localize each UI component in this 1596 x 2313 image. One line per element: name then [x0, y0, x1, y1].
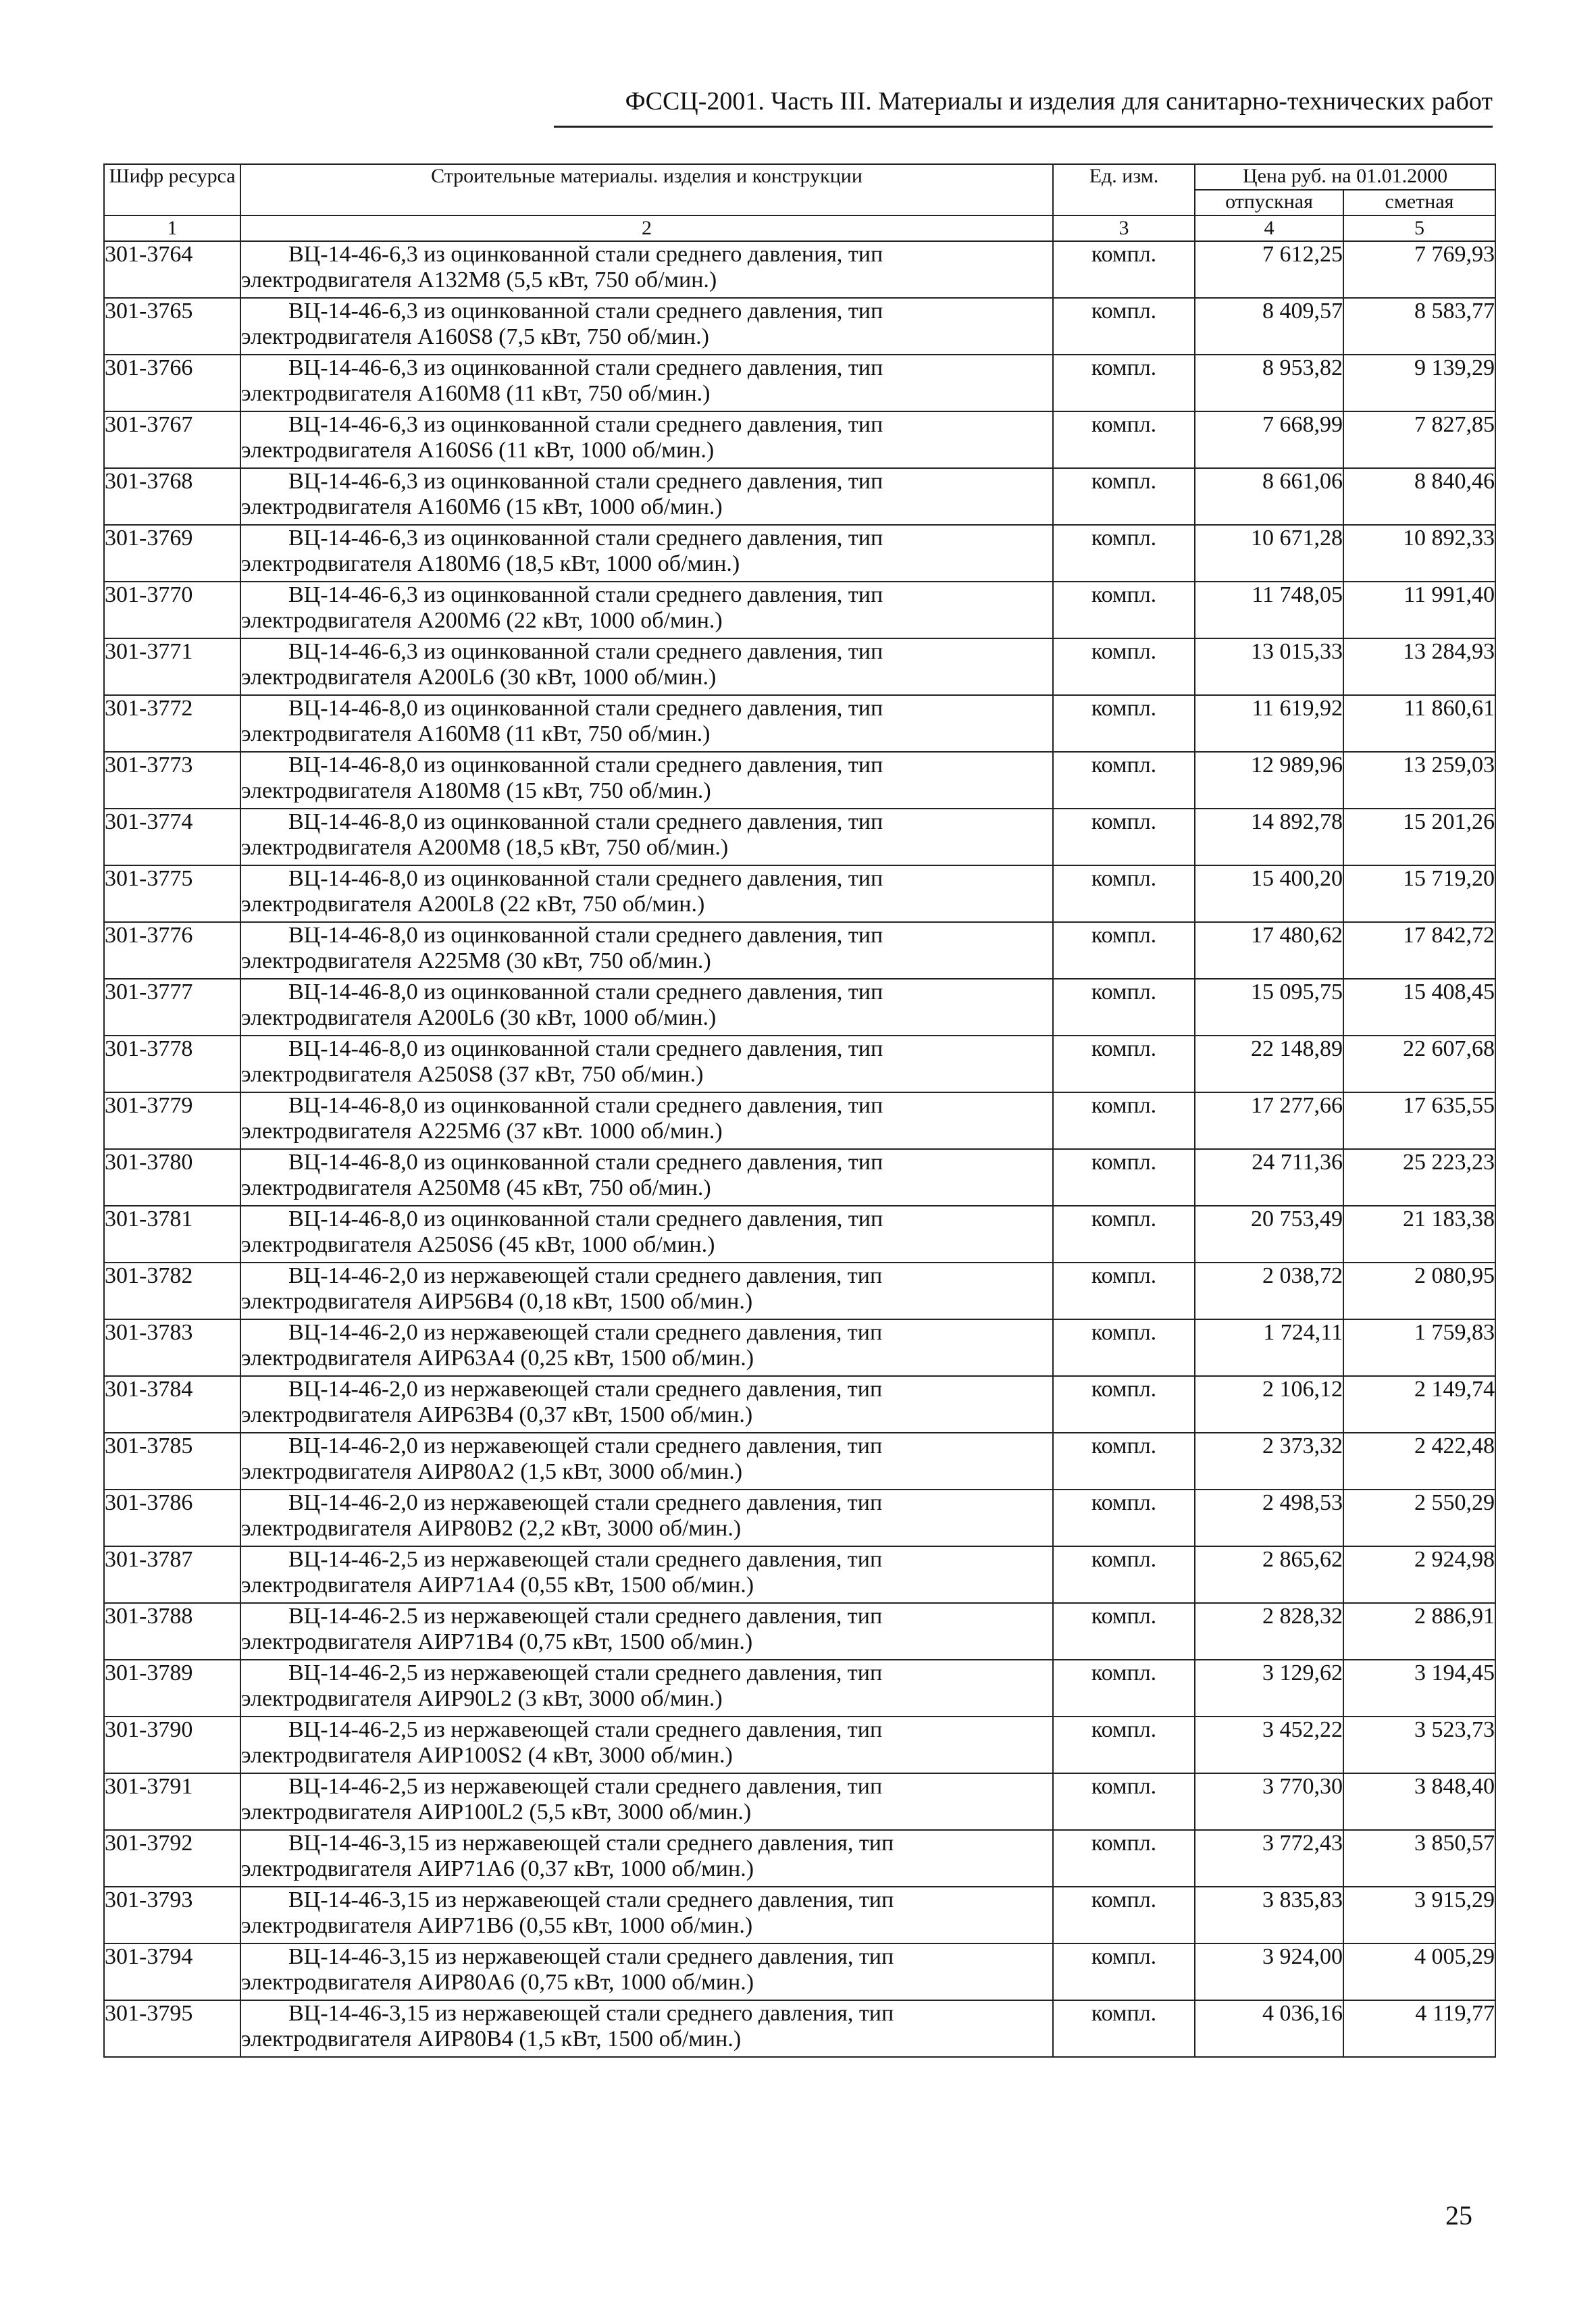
description-line-2: электродвигателя АИР100L2 (5,5 кВт, 3000 об/мин.): [241, 1800, 752, 1825]
table-row: [104, 2000, 1495, 2057]
table-row: [104, 582, 1495, 638]
release-price-cell: 15 095,75: [1195, 979, 1343, 1036]
item-description: [240, 865, 1053, 922]
table-row: [104, 468, 1495, 525]
item-description: [240, 1773, 1053, 1830]
unit-cell: компл.: [1053, 1830, 1195, 1887]
table-row: [104, 1036, 1495, 1092]
description-line-2: электродвигателя А225М8 (30 кВт, 750 об/мин.): [241, 948, 711, 973]
description-line-1: ВЦ-14-46-2,5 из нержавеющей стали среднего давления, тип: [288, 1774, 883, 1799]
table-row: [104, 1773, 1495, 1830]
item-description: [240, 1092, 1053, 1149]
estimate-price-cell: 13 284,93: [1343, 638, 1495, 695]
header-price-group: Цена руб. на 01.01.2000: [1195, 164, 1495, 190]
description-line-1: ВЦ-14-46-3,15 из нержавеющей стали среднего давления, тип: [288, 1944, 894, 1969]
release-price-cell: 2 498,53: [1195, 1490, 1343, 1546]
description-line-1: ВЦ-14-46-8,0 из оцинкованной стали среднего давления, тип: [288, 923, 883, 948]
description-line-1: ВЦ-14-46-8,0 из оцинкованной стали среднего давления, тип: [288, 753, 883, 778]
description-line-1: ВЦ-14-46-8,0 из оцинкованной стали среднего давления, тип: [288, 980, 883, 1005]
description-line-2: электродвигателя АИР90L2 (3 кВт, 3000 об/мин.): [241, 1686, 723, 1711]
item-description: [240, 355, 1053, 411]
estimate-price-cell: 9 139,29: [1343, 355, 1495, 411]
release-price-cell: 3 924,00: [1195, 1943, 1343, 2000]
page-number: 25: [1445, 2200, 1472, 2231]
description-line-2: электродвигателя А180М6 (18,5 кВт, 1000 об/мин.): [241, 551, 740, 576]
unit-cell: компл.: [1053, 809, 1195, 865]
unit-cell: компл.: [1053, 1546, 1195, 1603]
header-description: Строительные материалы. изделия и конструкции: [240, 164, 1053, 215]
description-line-2: электродвигателя А250S8 (37 кВт, 750 об/мин.): [241, 1062, 704, 1087]
item-description: [240, 1717, 1053, 1773]
release-price-cell: 8 953,82: [1195, 355, 1343, 411]
column-number: 1: [104, 215, 240, 241]
resource-code: 301-3786: [104, 1490, 240, 1546]
estimate-price-cell: 11 860,61: [1343, 695, 1495, 752]
release-price-cell: 2 106,12: [1195, 1376, 1343, 1433]
unit-cell: компл.: [1053, 638, 1195, 695]
resource-code: 301-3768: [104, 468, 240, 525]
item-description: [240, 2000, 1053, 2057]
estimate-price-cell: 2 924,98: [1343, 1546, 1495, 1603]
description-line-1: ВЦ-14-46-3,15 из нержавеющей стали среднего давления, тип: [288, 2001, 894, 2026]
unit-cell: компл.: [1053, 695, 1195, 752]
item-description: [240, 1603, 1053, 1660]
release-price-cell: 22 148,89: [1195, 1036, 1343, 1092]
item-description: [240, 695, 1053, 752]
estimate-price-cell: 2 886,91: [1343, 1603, 1495, 1660]
item-description: [240, 1149, 1053, 1206]
unit-cell: компл.: [1053, 582, 1195, 638]
estimate-price-cell: 8 583,77: [1343, 298, 1495, 355]
resource-code: 301-3791: [104, 1773, 240, 1830]
resource-code: 301-3784: [104, 1376, 240, 1433]
description-line-1: ВЦ-14-46-2,0 из нержавеющей стали среднего давления, тип: [288, 1433, 883, 1458]
release-price-cell: 13 015,33: [1195, 638, 1343, 695]
estimate-price-cell: 2 550,29: [1343, 1490, 1495, 1546]
unit-cell: компл.: [1053, 1319, 1195, 1376]
estimate-price-cell: 17 635,55: [1343, 1092, 1495, 1149]
item-description: [240, 1490, 1053, 1546]
release-price-cell: 11 619,92: [1195, 695, 1343, 752]
item-description: [240, 1943, 1053, 2000]
description-line-1: ВЦ-14-46-3,15 из нержавеющей стали среднего давления, тип: [288, 1831, 894, 1856]
item-description: [240, 1206, 1053, 1263]
description-line-1: ВЦ-14-46-6,3 из оцинкованной стали среднего давления, тип: [288, 469, 883, 494]
release-price-cell: 17 277,66: [1195, 1092, 1343, 1149]
release-price-cell: 2 865,62: [1195, 1546, 1343, 1603]
description-line-2: электродвигателя АИР80В2 (2,2 кВт, 3000 об/мин.): [241, 1516, 742, 1541]
table-row: [104, 525, 1495, 582]
release-price-cell: 24 711,36: [1195, 1149, 1343, 1206]
release-price-cell: 15 400,20: [1195, 865, 1343, 922]
release-price-cell: 7 668,99: [1195, 411, 1343, 468]
estimate-price-cell: 3 850,57: [1343, 1830, 1495, 1887]
description-line-2: электродвигателя АИР71А4 (0,55 кВт, 1500 об/мин.): [241, 1573, 754, 1598]
release-price-cell: 7 612,25: [1195, 241, 1343, 298]
description-line-2: электродвигателя АИР80В4 (1,5 кВт, 1500 об/мин.): [241, 2027, 742, 2052]
item-description: [240, 525, 1053, 582]
header-estimate-price: сметная: [1343, 190, 1495, 215]
table-row: [104, 1603, 1495, 1660]
unit-cell: компл.: [1053, 1887, 1195, 1943]
resource-code: 301-3765: [104, 298, 240, 355]
resource-code: 301-3767: [104, 411, 240, 468]
release-price-cell: 3 129,62: [1195, 1660, 1343, 1717]
item-description: [240, 809, 1053, 865]
estimate-price-cell: 2 149,74: [1343, 1376, 1495, 1433]
estimate-price-cell: 22 607,68: [1343, 1036, 1495, 1092]
unit-cell: компл.: [1053, 298, 1195, 355]
table-row: [104, 1490, 1495, 1546]
table-row: [104, 1546, 1495, 1603]
estimate-price-cell: 3 523,73: [1343, 1717, 1495, 1773]
description-line-1: ВЦ-14-46-2,5 из нержавеющей стали среднего давления, тип: [288, 1660, 883, 1685]
estimate-price-cell: 17 842,72: [1343, 922, 1495, 979]
estimate-price-cell: 11 991,40: [1343, 582, 1495, 638]
table-row: [104, 865, 1495, 922]
release-price-cell: 14 892,78: [1195, 809, 1343, 865]
description-line-2: электродвигателя А250М8 (45 кВт, 750 об/мин.): [241, 1175, 711, 1200]
resource-code: 301-3779: [104, 1092, 240, 1149]
description-line-1: ВЦ-14-46-8,0 из оцинкованной стали среднего давления, тип: [288, 696, 883, 721]
description-line-1: ВЦ-14-46-2,0 из нержавеющей стали среднего давления, тип: [288, 1320, 883, 1345]
estimate-price-cell: 15 201,26: [1343, 809, 1495, 865]
unit-cell: компл.: [1053, 1490, 1195, 1546]
resource-code: 301-3769: [104, 525, 240, 582]
table-row: [104, 355, 1495, 411]
unit-cell: компл.: [1053, 1717, 1195, 1773]
release-price-cell: 2 828,32: [1195, 1603, 1343, 1660]
release-price-cell: 3 770,30: [1195, 1773, 1343, 1830]
resource-code: 301-3788: [104, 1603, 240, 1660]
unit-cell: компл.: [1053, 922, 1195, 979]
resource-code: 301-3764: [104, 241, 240, 298]
resource-code: 301-3770: [104, 582, 240, 638]
estimate-price-cell: 25 223,23: [1343, 1149, 1495, 1206]
table-row: [104, 1319, 1495, 1376]
resource-code: 301-3787: [104, 1546, 240, 1603]
item-description: [240, 922, 1053, 979]
release-price-cell: 1 724,11: [1195, 1319, 1343, 1376]
estimate-price-cell: 15 719,20: [1343, 865, 1495, 922]
release-price-cell: 20 753,49: [1195, 1206, 1343, 1263]
description-line-1: ВЦ-14-46-2.5 из нержавеющей стали среднего давления, тип: [288, 1604, 883, 1629]
description-line-2: электродвигателя А200М6 (22 кВт, 1000 об/мин.): [241, 608, 723, 633]
description-line-1: ВЦ-14-46-2,0 из нержавеющей стали среднего давления, тип: [288, 1490, 883, 1515]
resource-code: 301-3777: [104, 979, 240, 1036]
description-line-2: электродвигателя А200L6 (30 кВт, 1000 об/мин.): [241, 1005, 717, 1030]
estimate-price-cell: 8 840,46: [1343, 468, 1495, 525]
item-description: [240, 979, 1053, 1036]
table-row: [104, 979, 1495, 1036]
description-line-2: электродвигателя АИР71В4 (0,75 кВт, 1500 об/мин.): [241, 1629, 753, 1654]
price-table: [103, 163, 1496, 2058]
unit-cell: компл.: [1053, 1603, 1195, 1660]
table-row: [104, 638, 1495, 695]
description-line-1: ВЦ-14-46-6,3 из оцинкованной стали среднего давления, тип: [288, 639, 883, 664]
description-line-2: электродвигателя А132М8 (5,5 кВт, 750 об/мин.): [241, 268, 717, 293]
page-header-title: ФССЦ-2001. Часть III. Материалы и изделия для санитарно-технических работ: [625, 87, 1493, 116]
unit-cell: компл.: [1053, 1263, 1195, 1319]
table-row: [104, 922, 1495, 979]
item-description: [240, 1887, 1053, 1943]
resource-code: 301-3773: [104, 752, 240, 809]
table-row: [104, 1263, 1495, 1319]
description-line-2: электродвигателя А160S8 (7,5 кВт, 750 об/мин.): [241, 324, 709, 349]
resource-code: 301-3780: [104, 1149, 240, 1206]
resource-code: 301-3782: [104, 1263, 240, 1319]
description-line-1: ВЦ-14-46-8,0 из оцинкованной стали среднего давления, тип: [288, 1093, 883, 1118]
release-price-cell: 17 480,62: [1195, 922, 1343, 979]
item-description: [240, 1660, 1053, 1717]
unit-cell: компл.: [1053, 752, 1195, 809]
description-line-1: ВЦ-14-46-3,15 из нержавеющей стали среднего давления, тип: [288, 1887, 894, 1912]
release-price-cell: 11 748,05: [1195, 582, 1343, 638]
estimate-price-cell: 3 194,45: [1343, 1660, 1495, 1717]
release-price-cell: 12 989,96: [1195, 752, 1343, 809]
estimate-price-cell: 15 408,45: [1343, 979, 1495, 1036]
resource-code: 301-3792: [104, 1830, 240, 1887]
estimate-price-cell: 4 119,77: [1343, 2000, 1495, 2057]
item-description: [240, 1036, 1053, 1092]
resource-code: 301-3771: [104, 638, 240, 695]
release-price-cell: 2 373,32: [1195, 1433, 1343, 1490]
unit-cell: компл.: [1053, 865, 1195, 922]
description-line-1: ВЦ-14-46-2,0 из нержавеющей стали среднего давления, тип: [288, 1377, 883, 1402]
description-line-2: электродвигателя А180М8 (15 кВт, 750 об/мин.): [241, 778, 711, 803]
resource-code: 301-3793: [104, 1887, 240, 1943]
table-row: [104, 1433, 1495, 1490]
description-line-2: электродвигателя А200L8 (22 кВт, 750 об/мин.): [241, 892, 705, 917]
table-row: [104, 809, 1495, 865]
description-line-2: электродвигателя АИР63В4 (0,37 кВт, 1500 об/мин.): [241, 1402, 753, 1427]
description-line-1: ВЦ-14-46-6,3 из оцинкованной стали среднего давления, тип: [288, 526, 883, 551]
table-row: [104, 1830, 1495, 1887]
description-line-2: электродвигателя АИР56В4 (0,18 кВт, 1500 об/мин.): [241, 1289, 753, 1314]
table-row: [104, 695, 1495, 752]
description-line-2: электродвигателя АИР71А6 (0,37 кВт, 1000 об/мин.): [241, 1856, 754, 1881]
description-line-1: ВЦ-14-46-8,0 из оцинкованной стали среднего давления, тип: [288, 866, 883, 891]
release-price-cell: 2 038,72: [1195, 1263, 1343, 1319]
column-number: 2: [240, 215, 1053, 241]
item-description: [240, 752, 1053, 809]
table-row: [104, 1376, 1495, 1433]
item-description: [240, 298, 1053, 355]
resource-code: 301-3778: [104, 1036, 240, 1092]
estimate-price-cell: 3 848,40: [1343, 1773, 1495, 1830]
unit-cell: компл.: [1053, 1206, 1195, 1263]
estimate-price-cell: 4 005,29: [1343, 1943, 1495, 2000]
description-line-1: ВЦ-14-46-2,0 из нержавеющей стали среднего давления, тип: [288, 1263, 883, 1288]
estimate-price-cell: 10 892,33: [1343, 525, 1495, 582]
description-line-2: электродвигателя А160S6 (11 кВт, 1000 об/мин.): [241, 438, 715, 463]
description-line-1: ВЦ-14-46-6,3 из оцинкованной стали среднего давления, тип: [288, 355, 883, 380]
unit-cell: компл.: [1053, 979, 1195, 1036]
table-row: [104, 298, 1495, 355]
item-description: [240, 1319, 1053, 1376]
item-description: [240, 1376, 1053, 1433]
column-number: 5: [1343, 215, 1495, 241]
description-line-2: электродвигателя АИР80А2 (1,5 кВт, 3000 об/мин.): [241, 1459, 743, 1484]
table-body: [104, 241, 1495, 2057]
unit-cell: компл.: [1053, 1660, 1195, 1717]
item-description: [240, 1263, 1053, 1319]
resource-code: 301-3795: [104, 2000, 240, 2057]
estimate-price-cell: 1 759,83: [1343, 1319, 1495, 1376]
item-description: [240, 468, 1053, 525]
description-line-2: электродвигателя АИР71В6 (0,55 кВт, 1000 об/мин.): [241, 1913, 753, 1938]
unit-cell: компл.: [1053, 411, 1195, 468]
resource-code: 301-3772: [104, 695, 240, 752]
unit-cell: компл.: [1053, 355, 1195, 411]
release-price-cell: 4 036,16: [1195, 2000, 1343, 2057]
description-line-1: ВЦ-14-46-8,0 из оцинкованной стали среднего давления, тип: [288, 1036, 883, 1061]
release-price-cell: 10 671,28: [1195, 525, 1343, 582]
unit-cell: компл.: [1053, 1943, 1195, 2000]
header-unit: Ед. изм.: [1053, 164, 1195, 215]
resource-code: 301-3785: [104, 1433, 240, 1490]
item-description: [240, 411, 1053, 468]
estimate-price-cell: 7 769,93: [1343, 241, 1495, 298]
description-line-1: ВЦ-14-46-6,3 из оцинкованной стали среднего давления, тип: [288, 412, 883, 437]
item-description: [240, 638, 1053, 695]
description-line-2: электродвигателя А200М8 (18,5 кВт, 750 об/мин.): [241, 835, 729, 860]
table-row: [104, 1887, 1495, 1943]
description-line-2: электродвигателя А160М8 (11 кВт, 750 об/мин.): [241, 381, 711, 406]
description-line-1: ВЦ-14-46-2,5 из нержавеющей стали среднего давления, тип: [288, 1717, 883, 1742]
table-row: [104, 752, 1495, 809]
table-row: [104, 1943, 1495, 2000]
estimate-price-cell: 7 827,85: [1343, 411, 1495, 468]
description-line-1: ВЦ-14-46-6,3 из оцинкованной стали среднего давления, тип: [288, 299, 883, 324]
description-line-2: электродвигателя А200L6 (30 кВт, 1000 об/мин.): [241, 665, 717, 690]
resource-code: 301-3794: [104, 1943, 240, 2000]
release-price-cell: 3 772,43: [1195, 1830, 1343, 1887]
unit-cell: компл.: [1053, 1149, 1195, 1206]
unit-cell: компл.: [1053, 1092, 1195, 1149]
unit-cell: компл.: [1053, 1433, 1195, 1490]
table-row: [104, 1092, 1495, 1149]
table-row: [104, 241, 1495, 298]
table-header: [104, 164, 1495, 241]
resource-code: 301-3766: [104, 355, 240, 411]
item-description: [240, 1830, 1053, 1887]
header-rule: [554, 126, 1493, 128]
description-line-1: ВЦ-14-46-6,3 из оцинкованной стали среднего давления, тип: [288, 242, 883, 267]
column-number: 3: [1053, 215, 1195, 241]
description-line-1: ВЦ-14-46-8,0 из оцинкованной стали среднего давления, тип: [288, 809, 883, 834]
release-price-cell: 8 409,57: [1195, 298, 1343, 355]
header-release-price: отпускная: [1195, 190, 1343, 215]
estimate-price-cell: 2 422,48: [1343, 1433, 1495, 1490]
resource-code: 301-3790: [104, 1717, 240, 1773]
description-line-2: электродвигателя АИР100S2 (4 кВт, 3000 об/мин.): [241, 1743, 733, 1768]
description-line-2: электродвигателя А160М8 (11 кВт, 750 об/мин.): [241, 721, 711, 746]
table-row: [104, 411, 1495, 468]
estimate-price-cell: 2 080,95: [1343, 1263, 1495, 1319]
estimate-price-cell: 13 259,03: [1343, 752, 1495, 809]
description-line-2: электродвигателя А160М6 (15 кВт, 1000 об/мин.): [241, 494, 723, 519]
description-line-2: электродвигателя АИР63А4 (0,25 кВт, 1500 об/мин.): [241, 1346, 754, 1371]
table-row: [104, 1717, 1495, 1773]
unit-cell: компл.: [1053, 1376, 1195, 1433]
unit-cell: компл.: [1053, 1036, 1195, 1092]
description-line-2: электродвигателя А225М6 (37 кВт. 1000 об/мин.): [241, 1119, 723, 1144]
unit-cell: компл.: [1053, 468, 1195, 525]
unit-cell: компл.: [1053, 241, 1195, 298]
description-line-1: ВЦ-14-46-8,0 из оцинкованной стали среднего давления, тип: [288, 1150, 883, 1175]
release-price-cell: 3 835,83: [1195, 1887, 1343, 1943]
description-line-1: ВЦ-14-46-2,5 из нержавеющей стали среднего давления, тип: [288, 1547, 883, 1572]
item-description: [240, 1546, 1053, 1603]
resource-code: 301-3789: [104, 1660, 240, 1717]
description-line-2: электродвигателя А250S6 (45 кВт, 1000 об/мин.): [241, 1232, 715, 1257]
item-description: [240, 1433, 1053, 1490]
resource-code: 301-3783: [104, 1319, 240, 1376]
resource-code: 301-3781: [104, 1206, 240, 1263]
release-price-cell: 8 661,06: [1195, 468, 1343, 525]
estimate-price-cell: 3 915,29: [1343, 1887, 1495, 1943]
header-code: Шифр ресурса: [104, 164, 240, 215]
table-row: [104, 1660, 1495, 1717]
unit-cell: компл.: [1053, 525, 1195, 582]
description-line-2: электродвигателя АИР80А6 (0,75 кВт, 1000 об/мин.): [241, 1970, 754, 1995]
table-row: [104, 1149, 1495, 1206]
estimate-price-cell: 21 183,38: [1343, 1206, 1495, 1263]
resource-code: 301-3774: [104, 809, 240, 865]
item-description: [240, 582, 1053, 638]
table-row: [104, 1206, 1495, 1263]
item-description: [240, 241, 1053, 298]
description-line-1: ВЦ-14-46-6,3 из оцинкованной стали среднего давления, тип: [288, 582, 883, 607]
description-line-1: ВЦ-14-46-8,0 из оцинкованной стали среднего давления, тип: [288, 1206, 883, 1231]
unit-cell: компл.: [1053, 2000, 1195, 2057]
resource-code: 301-3776: [104, 922, 240, 979]
resource-code: 301-3775: [104, 865, 240, 922]
release-price-cell: 3 452,22: [1195, 1717, 1343, 1773]
column-number: 4: [1195, 215, 1343, 241]
unit-cell: компл.: [1053, 1773, 1195, 1830]
